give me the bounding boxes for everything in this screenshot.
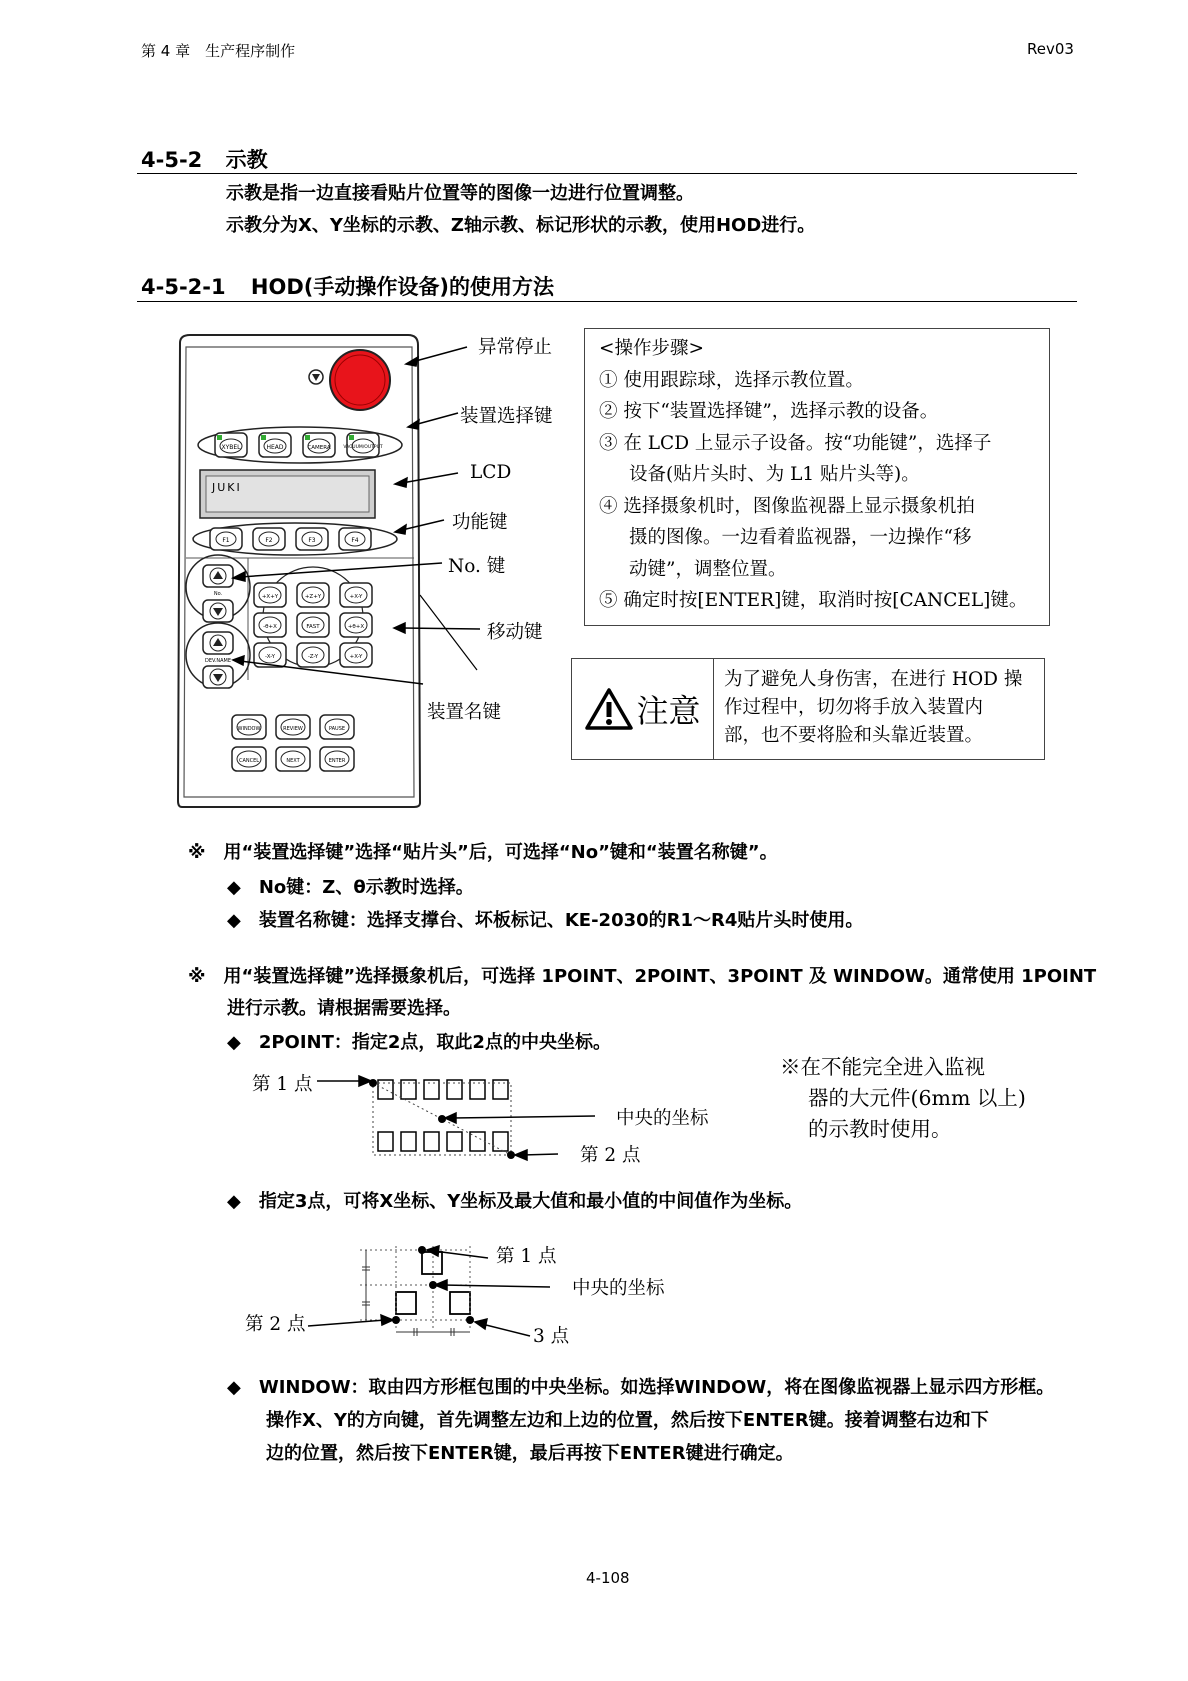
label-move-key: 移动键: [487, 622, 543, 643]
section-para-1: 示教是指一边直接看贴片位置等的图像一边进行位置调整。: [226, 183, 694, 204]
section-heading: [141, 144, 268, 174]
select-btn-camera: CAMERA: [307, 445, 331, 451]
label-lcd: LCD: [470, 462, 512, 483]
select-btn-head: HEAD: [266, 444, 284, 451]
move-key-5: FAST: [306, 624, 320, 630]
step-4: ④ 选择摄象机时，图像监视器上显示摄象机拍: [599, 495, 975, 517]
section-number: 4-5-2: [141, 148, 203, 172]
note-2-line-1: ※ 用“装置选择键”选择摄象机后，可选择 1POINT、2POINT、3POINT 及 WINDOW。通常使用 1POINT: [188, 966, 1097, 987]
move-key-9: +X-Y: [349, 654, 363, 660]
caution-triangle-icon: [584, 687, 634, 731]
note-2-bullet-3-line-1: ◆ WINDOW：取由四方形框包围的中央坐标。如选择WINDOW，将在图像监视器上显示四方形框。: [227, 1377, 1055, 1398]
section-rule: [137, 173, 1077, 174]
caution-line-1: 为了避免人身伤害，在进行 HOD 操: [724, 669, 1023, 690]
step-5: ⑤ 确定时按[ENTER]键，取消时按[CANCEL]键。: [599, 590, 1028, 611]
btn-pause: PAUSE: [328, 726, 346, 732]
select-btn-xybel: XYBEL: [221, 444, 241, 451]
lcd-text: JUKI: [212, 481, 242, 494]
revision: Rev03: [1027, 40, 1074, 58]
dev-name-label: DEV.NAME: [204, 658, 232, 664]
d2-label-pt2: 第 2 点: [580, 1145, 641, 1166]
btn-enter: ENTER: [328, 758, 346, 764]
section-para-2: 示教分为X、Y坐标的示教、Z轴示教、标记形状的示教，使用HOD进行。: [226, 215, 816, 236]
d2-remark-line-1: ※在不能完全进入监视: [780, 1055, 985, 1079]
d3-label-pt2: 第 2 点: [245, 1314, 306, 1335]
hod-illustration: [170, 325, 580, 815]
note-1-bullet-1: ◆ No键：Z、θ示教时选择。: [227, 877, 474, 898]
move-keys: [254, 583, 372, 667]
note-2-bullet-2: ◆ 指定3点，可将X坐标、Y坐标及最大值和最小值的中间值作为坐标。: [227, 1191, 803, 1212]
btn-review: REVIEW: [283, 726, 303, 732]
caution-line-3: 部，也不要将脸和头靠近装置。: [724, 725, 984, 746]
step-4-cont-1: 摄的图像。一边看着监视器，一边操作“移: [629, 527, 972, 548]
note-1-bullet-2: ◆ 装置名称键：选择支撑台、坏板标记、KE-2030的R1～R4贴片头时使用。: [227, 910, 864, 931]
steps-title: <操作步骤>: [599, 338, 705, 359]
move-key-3: +X-Y: [349, 594, 363, 600]
d2-remark-line-3: 的示教时使用。: [808, 1117, 952, 1141]
btn-next: NEXT: [286, 758, 300, 764]
step-3: ③ 在 LCD 上显示子设备。按“功能键”，选择子: [599, 432, 992, 454]
fn-f1: F1: [222, 537, 230, 544]
move-key-8: -Z-Y: [307, 654, 319, 660]
page-number: 4-108: [586, 1569, 630, 1587]
fn-f2: F2: [265, 537, 273, 544]
move-key-2: +Z+Y: [304, 594, 322, 600]
subsection-rule: [137, 301, 1077, 302]
operation-steps: [584, 328, 1050, 626]
d2-remark: [780, 1052, 1026, 1145]
step-2: ② 按下“装置选择键”，选择示教的设备。: [599, 401, 939, 422]
note-1: ※ 用“装置选择键”选择“贴片头”后，可选择“No”键和“装置名称键”。: [188, 842, 778, 863]
btn-cancel: CANCEL: [238, 758, 260, 764]
caution-box: [571, 658, 1045, 760]
note-2-bullet-1: ◆ 2POINT：指定2点，取此2点的中央坐标。: [227, 1032, 611, 1053]
caution-label: 注意: [636, 692, 701, 730]
note-2-bullet-3-line-3: 边的位置，然后按下ENTER键，最后再按下ENTER键进行确定。: [266, 1443, 794, 1464]
fn-f3: F3: [308, 537, 316, 544]
step-4-cont-2: 动键”，调整位置。: [629, 558, 787, 580]
chapter-header: 第 4 章 生产程序制作: [141, 42, 296, 60]
move-key-4: -θ+X: [263, 624, 277, 630]
emergency-stop-button: [330, 350, 390, 410]
d2-remark-line-2: 器的大元件(6mm 以上): [808, 1086, 1026, 1110]
label-estop: 异常停止: [478, 337, 553, 358]
step-3-cont: 设备(贴片头时、为 L1 贴片头等)。: [629, 464, 920, 485]
d3-label-pt1: 第 1 点: [496, 1246, 557, 1267]
caution-line-2: 作过程中，切勿将手放入装置内: [724, 697, 984, 718]
caution-label-cell: [572, 659, 714, 759]
d3-label-pt3: 3 点: [533, 1326, 570, 1347]
label-select-key: 装置选择键: [460, 406, 553, 427]
label-function-key: 功能键: [452, 512, 508, 533]
move-key-1: +X+Y: [261, 594, 279, 600]
note-2-bullet-3-line-2: 操作X、Y的方向键，首先调整左边和上边的位置，然后按下ENTER键。接着调整右边和下: [266, 1410, 989, 1431]
d3-label-center: 中央的坐标: [572, 1278, 665, 1299]
step-1: ① 使用跟踪球，选择示教位置。: [599, 369, 864, 391]
btn-window: WINDOW: [237, 726, 261, 732]
fn-f4: F4: [351, 537, 359, 544]
label-no-key: No. 键: [448, 556, 506, 577]
move-key-6: +θ+X: [347, 624, 365, 630]
note-2-line-2: 进行示教。请根据需要选择。: [227, 998, 461, 1019]
subsection-number: 4-5-2-1: [141, 275, 226, 299]
select-btn-vacuum: VACUUM/OUTPUT: [343, 445, 383, 450]
subsection-title: HOD(手动操作设备)的使用方法: [250, 275, 554, 299]
label-device-name: 装置名键: [427, 702, 502, 723]
d2-label-pt1: 第 1 点: [252, 1074, 313, 1095]
move-key-7: -X-Y: [265, 654, 275, 660]
section-title: 示教: [225, 148, 268, 172]
d2-label-center: 中央的坐标: [616, 1108, 709, 1129]
subsection-heading: [141, 271, 554, 301]
component-row-bottom: [378, 1132, 508, 1151]
no-key-label: No.: [213, 591, 223, 597]
